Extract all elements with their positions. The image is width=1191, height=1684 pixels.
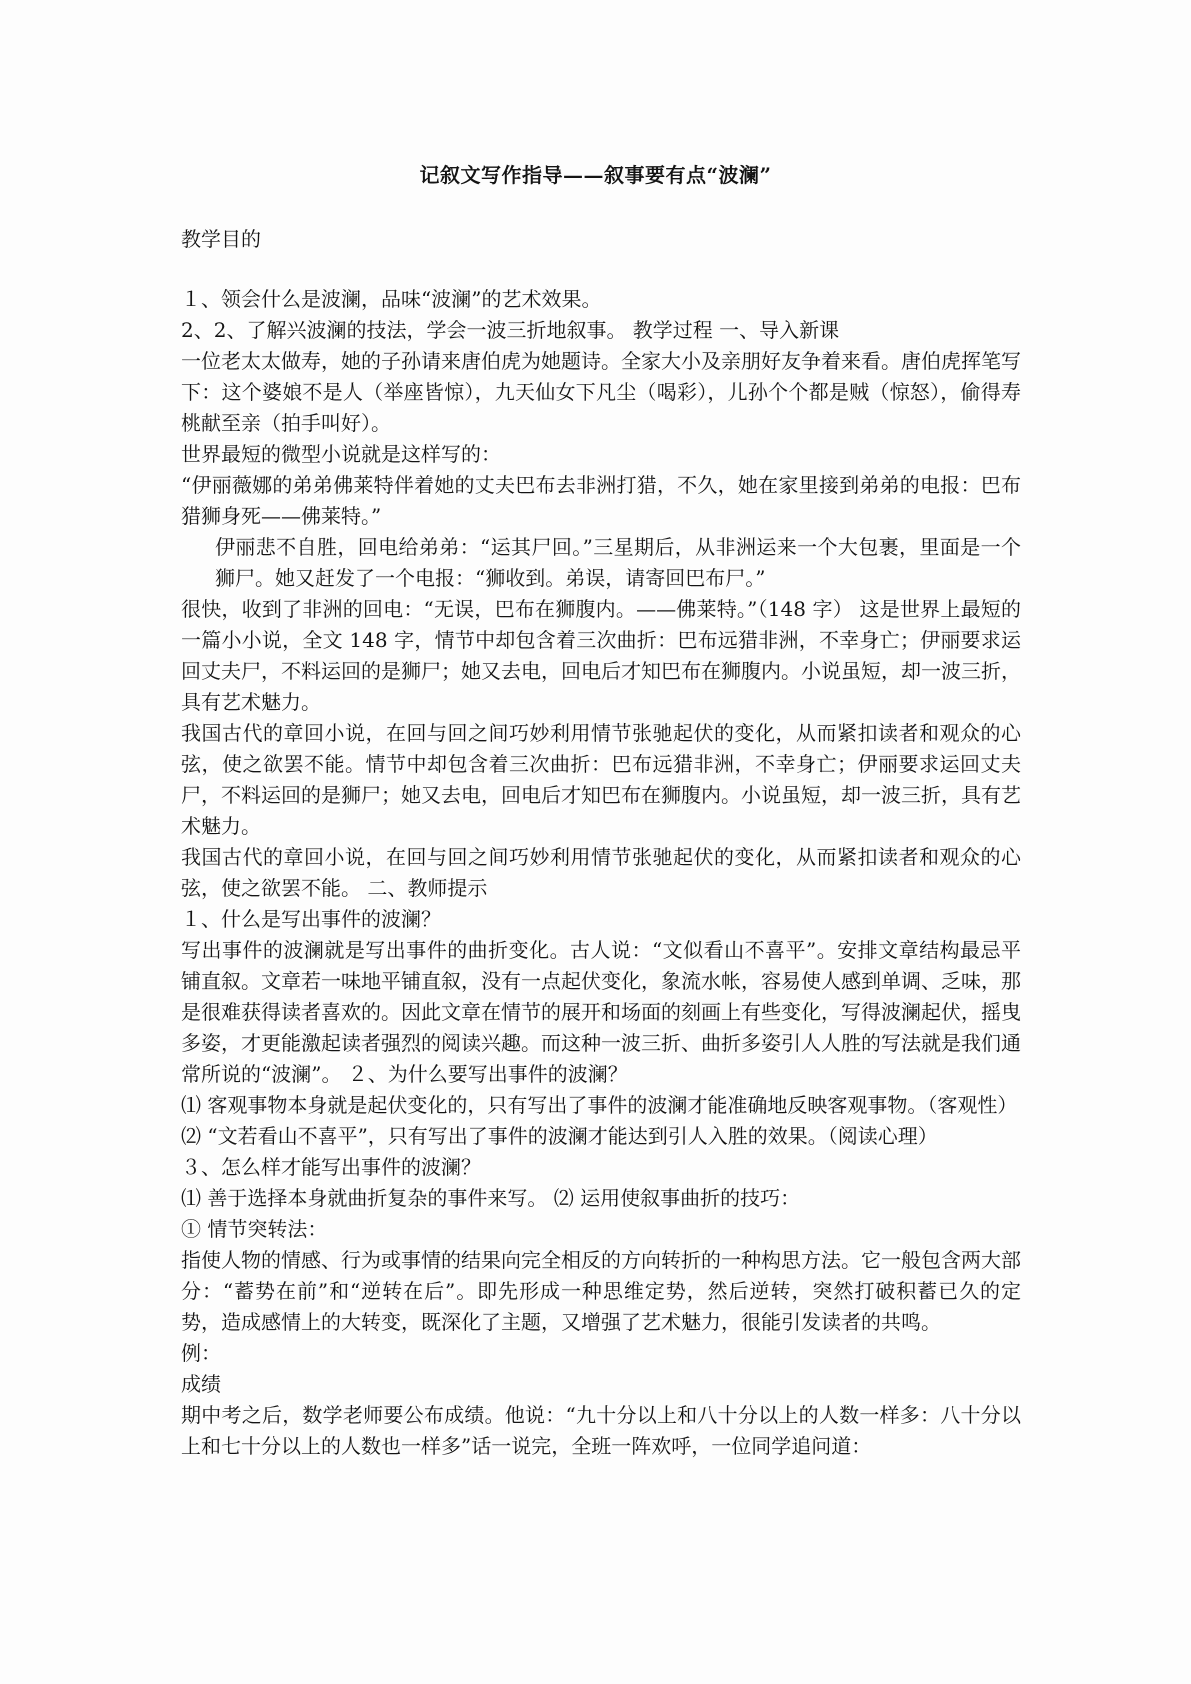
paragraph-method-1-heading: ① 情节突转法： [181, 1217, 328, 1241]
paragraph-goal-2: 2、2、了解兴波澜的技法，学会一波三折地叙事。 教学过程 一、导入新课 [181, 318, 840, 342]
paragraph-novel-part-2: 伊丽悲不自胜，回电给弟弟：“运其尸回。”三星期后，从非洲运来一个大包裹，里面是一个狮尸。她又赶发了一个电报：“狮收到。弟误，请寄回巴布尸。” [215, 535, 1021, 590]
paragraph-question-3: ３、怎么样才能写出事件的波澜？ [181, 1155, 481, 1179]
paragraph-reason-2: ⑵ “文若看山不喜平”，只有写出了事件的波澜才能达到引人入胜的效果。（阅读心理） [181, 1124, 938, 1148]
paragraph-chapter-novel-2: 我国古代的章回小说，在回与回之间巧妙利用情节张驰起伏的变化，从而紧扣读者和观众的心弦，使之欲罢不能。 二、教师提示 [181, 845, 1021, 900]
paragraph-question-1: １、什么是写出事件的波澜？ [181, 907, 441, 931]
paragraph-reason-1: ⑴ 客观事物本身就是起伏变化的，只有写出了事件的波澜才能准确地反映客观事物。（客观性） [181, 1093, 1018, 1117]
paragraph-answer-1: 写出事件的波澜就是写出事件的曲折变化。古人说：“文似看山不喜平”。安排文章结构最忌平铺直叙。文章若一味地平铺直叙，没有一点起伏变化，象流水帐，容易使人感到单调、乏味，那是很难获得读者喜欢的。因此文章在情节的展开和场面的刻画上有些变化，写得波澜起伏，摇曳多姿，才更能激起读者强烈的阅读兴趣。而这种一波三折、曲折多姿引人人胜的写法就是我们通常所说的“波澜”。 ２、为什么要写出事件的波澜？ [181, 938, 1021, 1086]
paragraph-novel-part-3: 很快，收到了非洲的回电：“无误，巴布在狮腹内。——佛莱特。”（148 字） 这是世界上最短的一篇小小说，全文 148 字，情节中却包含着三次曲折：巴布远猎非洲，不幸身亡；伊丽要求运回丈夫尸，不料运回的是狮尸；她又去电，回电后才知巴布在狮腹内。小说虽短，却一波三折，具有艺术魅力。 [181, 597, 1021, 714]
paragraph-novel-part-1: “伊丽薇娜的弟弟佛莱特伴着她的丈夫巴布去非洲打猎，不久，她在家里接到弟弟的电报：巴布猎狮身死——佛莱特。” [181, 473, 1021, 528]
paragraph-goal-1: １、领会什么是波澜，品味“波澜”的艺术效果。 [181, 287, 602, 311]
paragraph-tang-bohu-story: 一位老太太做寿，她的子孙请来唐伯虎为她题诗。全家大小及亲朋好友争着来看。唐伯虎挥笔写下：这个婆娘不是人（举座皆惊），九天仙女下凡尘（喝彩），儿孙个个都是贼（惊怒），偷得寿桃献至亲（拍手叫好）。 [181, 349, 1021, 435]
section-heading-teaching-goals: 教学目的 [181, 227, 261, 251]
paragraph-method-1-description: 指使人物的情感、行为或事情的结果向完全相反的方向转折的一种构思方法。它一般包含两大部分：“蓄势在前”和“逆转在后”。即先形成一种思维定势，然后逆转，突然打破积蓄已久的定势，造成感情上的大转变，既深化了主题，又增强了艺术魅力，很能引发读者的共鸣。 [181, 1248, 1021, 1334]
paragraph-example-title: 成绩 [181, 1372, 221, 1396]
paragraph-chapter-novel-1: 我国古代的章回小说，在回与回之间巧妙利用情节张驰起伏的变化，从而紧扣读者和观众的心弦，使之欲罢不能。情节中却包含着三次曲折：巴布远猎非洲，不幸身亡；伊丽要求运回丈夫尸，不料运回的是狮尸；她又去电，回电后才知巴布在狮腹内。小说虽短，却一波三折，具有艺术魅力。 [181, 721, 1021, 838]
paragraph-shortest-novel-intro: 世界最短的微型小说就是这样写的： [181, 442, 501, 466]
document-title: 记叙文写作指导——叙事要有点“波澜” [419, 163, 772, 187]
paragraph-example-label: 例： [181, 1341, 221, 1365]
paragraph-example-text: 期中考之后，数学老师要公布成绩。他说：“九十分以上和八十分以上的人数一样多：八十分以上和七十分以上的人数也一样多”话一说完，全班一阵欢呼，一位同学追问道： [181, 1403, 1021, 1458]
paragraph-method-overview: ⑴ 善于选择本身就曲折复杂的事件来写。 ⑵ 运用使叙事曲折的技巧： [181, 1186, 801, 1210]
document-body [181, 284, 1021, 1462]
